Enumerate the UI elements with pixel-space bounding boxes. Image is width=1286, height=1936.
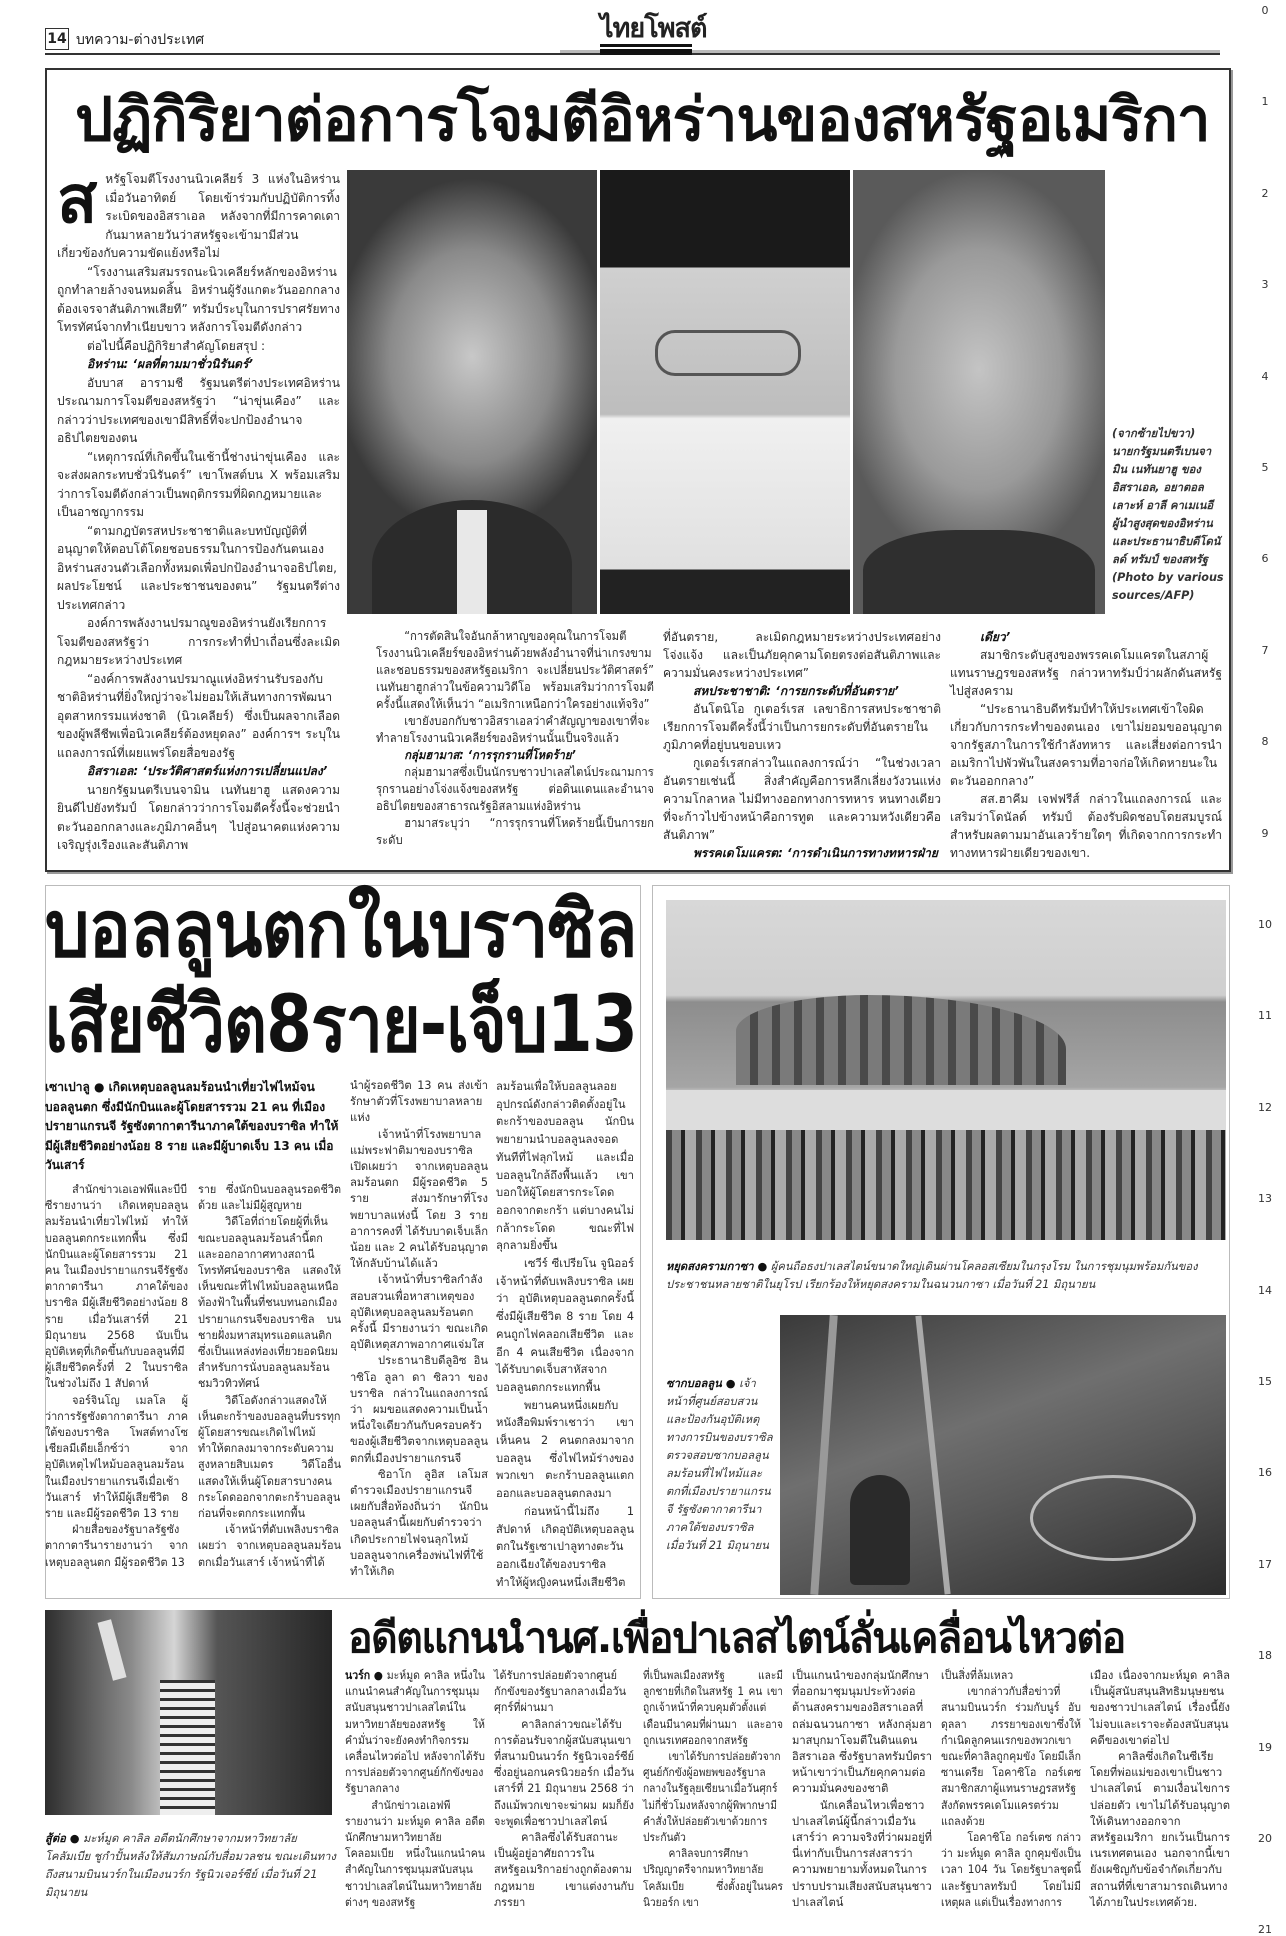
photo-trump [853, 170, 1105, 614]
subheading: อิหร่าน: ‘ผลที่ตามมาชั่วนิรันดร์’ [87, 357, 253, 371]
ruler-mark: 6 [1261, 552, 1269, 566]
subheading: พรรคเดโมแครต: ‘การดำเนินการทางทหารฝ่าย [693, 846, 938, 860]
article-iran-headline: ปฏิกิริยาต่อการโจมตีอิหร่านของสหรัฐอเมริกา [75, 85, 1210, 155]
paragraph: มะห์มูด คาลิล หนึ่งในแกนนำคนสำคัญในการชุมนุมสนับสนุนชาวปาเลสไตน์ในมหาวิทยาลัยของสหรัฐ ให้คำมั่นว่าจะยังคงทำกิจกรรมเคลื่อนไหวต่อไป หลังจากได้รับการปล่อยตัวจากศูนย์กักขังของรัฐบาลกลาง [345, 1669, 485, 1796]
paragraph: ก่อนหน้านี้ไม่ถึง 1 สัปดาห์ เกิดอุบัติเหตุบอลลูนตกในรัฐเซาเปาลูทางตะวันออกเฉียงใต้ของบราซิล ทำให้ผู้หญิงคนหนึ่งเสียชีวิต [496, 1504, 634, 1589]
paragraph: “โรงงานเสริมสมรรถนะนิวเคลียร์หลักของอิหร่านถูกทำลายล้างจนหมดสิ้น อิหร่านผู้รังแกตะวันออกกลาง ต้องเจรจาสันติภาพเสียที” ทรัมป์ระบุในการปราศรัยทางโทรทัศน์จากทำเนียบขาว หลังการโจมตีดังกล่าว [57, 264, 340, 334]
subheading: เดียว’ [980, 630, 1011, 644]
paragraph: ได้รับการปล่อยตัวจากศูนย์กักขังของรัฐบาลกลางเมื่อวันศุกร์ที่ผ่านมา [494, 1669, 627, 1715]
logo-text: ไทยโพสต์ [600, 14, 692, 47]
ruler-mark: 13 [1258, 1192, 1272, 1206]
paragraph: วิดีโอที่ถ่ายโดยผู้ที่เห็นขณะบอลลูนลมร้อนลำนี้ตก และออกอากาศทางสถานีโทรทัศน์ของบราซิล แสดงให้เห็นขณะที่ไฟไหม้บอลลูนเหนือท้องฟ้าในพื้นที่ชนบทนอกเมืองปรายาแกรนจีของบราซิล บนชายฝั่งมหาสมุทรแอตแลนติก ซึ่งเป็นแหล่งท่องเที่ยวยอดนิยมสำหรับการนั่งบอลลูนลมร้อนชมวิวทิวทัศน์ [198, 1215, 341, 1391]
caption-title: สู้ต่อ ● [45, 1832, 80, 1845]
ruler-mark: 19 [1258, 1740, 1272, 1754]
photo-khamenei [600, 170, 850, 614]
photo-balloon-wreckage [780, 1315, 1226, 1595]
article-khalil-col3 [643, 1668, 783, 1911]
ruler-mark: 20 [1258, 1832, 1272, 1845]
paragraph: ต่อไปนี้คือปฏิกิริยาสำคัญโดยสรุป : [87, 338, 266, 353]
article-balloon-col4 [496, 1078, 634, 1591]
page-number: 14 [45, 28, 69, 50]
article-khalil-col6 [1090, 1668, 1230, 1911]
ruler-mark: 15 [1258, 1375, 1272, 1388]
paragraph: “องค์การพลังงานปรมาณูแห่งอิหร่านรับรองกับชาติอิหร่านที่ยิ่งใหญ่ว่าจะไม่ยอมให้เส้นทางการพัฒนาอุตสาหกรรมแห่งชาติ (นิวเคลียร์) ซึ่งเป็นผลจากเลือดของผู้พลีชีพเพื่อนิวเคลียร์ต้องหยุดลง” องค์การฯ ระบุในแถลงการณ์ที่เผยแพร่โดยสื่อของรัฐ [57, 671, 340, 760]
subheading: สหประชาชาติ: ‘การยกระดับที่อันตราย’ [693, 684, 899, 698]
ruler-mark: 9 [1261, 826, 1269, 840]
paragraph: เขายังบอกกับชาวอิสราเอลว่าคำสัญญาของเขาที่จะทำลายโรงงานนิวเคลียร์ของอิหร่านนั้นเป็นจริงแล้ว [376, 714, 650, 745]
photo-colosseum-gaza-march [666, 900, 1226, 1240]
photo-caption-khalil [45, 1830, 340, 1902]
caption-text: ผู้คนถือธงปาเลสไตน์ขนาดใหญ่เดินผ่านโคลอสเซียมในกรุงโรม ในการชุมนุมพร้อมกันของประชาชนหลายชาติในยุโรป เรียกร้องให้หยุดสงครามในฉนวนกาซา เมื่อวันที่ 21 มิถุนายน [666, 1260, 1198, 1291]
photo-khalil [45, 1610, 332, 1815]
article-iran-col4 [950, 628, 1222, 862]
newspaper-logo [600, 13, 707, 54]
paragraph: พยานคนหนึ่งเผยกับหนังสือพิมพ์ราเชาว่า เขาเห็นคน 2 คนตกลงมาจากบอลลูน ซึ่งไฟไหม้ร่างของพวกเขา ตะกร้าบอลลูนแตกออกและบอลลูนตกลงมา [496, 1398, 634, 1501]
article-iran-col3 [663, 628, 941, 862]
paragraph: สำนักข่าวเอเอฟพีและบีบีซีรายงานว่า เกิดเหตุบอลลูนลมร้อนนำเที่ยวไฟไหม้ ทำให้บอลลูนตกกระแทกพื้น ซึ่งมีนักบินและผู้โดยสารรวม 21 คน ในเมืองปรายาแกรนจีรัฐซังตากาตารีนา ภาคใต้ของบราซิล มีผู้เสียชีวิตอย่างน้อย 8 ราย เมื่อวันเสาร์ที่ 21 มิถุนายน 2568 นับเป็นอุบัติเหตุที่เกิดขึ้นกับบอลลูนที่มีผู้เสียชีวิตครั้งที่ 2 ในบราซิล ในช่วงไม่ถึง 1 สัปดาห์ [45, 1183, 188, 1391]
paragraph: เจ้าหน้าที่ดับเพลิงบราซิลเผยว่า จากเหตุบอลลูนลมร้อนตกเมื่อวันเสาร์ เจ้าหน้าที่ได้ [198, 1523, 341, 1569]
paragraph: ฮามาสระบุว่า “การรุกรานที่โหดร้ายนี้เป็นการยกระดับ [376, 816, 654, 847]
dateline: นวร์ก ● [345, 1669, 383, 1682]
paragraph: อันโตนิโอ กูเตอร์เรส เลขาธิการสหประชาชาติ เรียกการโจมตีครั้งนี้ว่าเป็นการยกระดับที่อันตรายในภูมิภาคที่อยู่บนขอบเหว [663, 702, 941, 752]
ruler-mark: 12 [1258, 1100, 1272, 1114]
article-balloon-lead [45, 1078, 343, 1176]
ruler-mark: 4 [1261, 369, 1269, 383]
dropcap: ส [57, 161, 98, 238]
paragraph: คาลิลซึ่งเกิดในซีเรียโดยที่พ่อแม่ของเขาเป็นชาวปาเลสไตน์ ตามเงื่อนไขการปล่อยตัว เขาไม่ได้รับอนุญาตให้เดินทางออกจากสหรัฐอเมริกา ยกเว้นเป็นการเนรเทศตนเอง นอกจากนี้เขายังเผชิญกับข้อจำกัดเกี่ยวกับสถานที่ที่เขาสามารถเดินทางได้ภายในประเทศด้วย. [1090, 1750, 1230, 1909]
paragraph: ลมร้อนเพื่อให้บอลลูนลอย อุปกรณ์ดังกล่าวติดตั้งอยู่ในตะกร้าของบอลลูน นักบินพยายามนำบอลลูนลงจอดทันทีที่ไฟลุกไหม้ และเมื่อบอลลูนใกล้ถึงพื้นแล้ว เขาบอกให้ผู้โดยสารกระโดดออกจากตะกร้า แต่บางคนไม่กล้ากระโดด ขณะที่ไฟลุกลามยิ่งขึ้น [496, 1080, 634, 1253]
article-khalil-headline: อดีตแกนนำนศ.เพื่อปาเลสไตน์ลั่นเคลื่อนไหวต่อ [348, 1614, 1125, 1662]
paragraph: นำผู้รอดชีวิต 13 คน ส่งเข้ารักษาตัวที่โรงพยาบาลหลายแห่ง [350, 1079, 488, 1125]
ruler-mark: 2 [1261, 186, 1269, 200]
article-khalil-col2 [494, 1668, 634, 1911]
paragraph: เจ้าหน้าที่บราซิลกำลังสอบสวนเพื่อหาสาเหตุของอุบัติเหตุบอลลูนลมร้อนตกครั้งนี้ มีรายงานว่า ขณะเกิดอุบัติเหตุสภาพอากาศแจ่มใส [350, 1273, 488, 1352]
paragraph: นักเคลื่อนไหวเพื่อชาวปาเลสไตน์ผู้นี้กล่าวเมื่อวันเสาร์ว่า ความจริงที่ว่าผมอยู่ที่นี่เท่ากับเป็นการส่งสารว่าความพยายามทั้งหมดในการปราบปรามเสียงสนับสนุนชาวปาเลสไตน์ [792, 1798, 932, 1909]
photo-caption-gaza [666, 1258, 1226, 1294]
paragraph: “เหตุการณ์ที่เกิดขึ้นในเช้านี้ช่างน่าขุ่นเคือง และจะส่งผลกระทบชั่วนิรันดร์” เขาโพสต์บน X พร้อมเสริมว่าการโจมตีดังกล่าวเป็นพฤติกรรมที่ผิดกฎหมายและเป็นอาชญากรรม [57, 449, 340, 519]
article-balloon-headline-line2: เสียชีวิต8ราย-เจ็บ13 [45, 980, 638, 1070]
paragraph: เขาได้รับการปล่อยตัวจากศูนย์กักขังผู้อพยพของรัฐบาลกลางในรัฐลุยเซียนาเมื่อวันศุกร์ ไม่กี่ชั่วโมงหลังจากผู้พิพากษามีคำสั่งให้ปล่อยตัวเขาด้วยการประกันตัว [643, 1750, 781, 1845]
section-title: บทความ-ต่างประเทศ [76, 32, 205, 48]
ruler-mark: 3 [1261, 278, 1269, 292]
paragraph: “ตามกฎบัตรสหประชาชาติและบทบัญญัติที่อนุญาตให้ตอบโต้โดยชอบธรรมในการป้องกันตนเอง อิหร่านสงวนตัวเลือกทั้งหมดเพื่อปกป้องอำนาจอธิปไตย, ผลประโยชน์ และประชาชนของตน” รัฐมนตรีต่างประเทศกล่าว [57, 523, 340, 612]
photo-caption-balloon [666, 1375, 774, 1555]
paragraph: เมือง เนื่องจากมะห์มูด คาลิล เป็นผู้สนับสนุนสิทธิมนุษยชนของชาวปาเลสไตน์ เรื่องนี้ยังไม่จบและเราจะต้องสนับสนุนคดีของเขาต่อไป [1090, 1669, 1230, 1747]
paragraph: อับบาส อารามชี รัฐมนตรีต่างประเทศอิหร่านประณามการโจมตีของสหรัฐว่า “น่าขุ่นเคือง” และกล่าวว่าประเทศของเขามีสิทธิ์ที่จะปกป้องอำนาจอธิปไตยของตน [57, 375, 340, 445]
ruler-mark: 7 [1261, 643, 1269, 657]
photo-caption-leaders: (จากซ้ายไปขวา) นายกรัฐมนตรีเบนจามิน เนทันยาฮู ของอิสราเอล, อยาตอลเลาะห์ อาลี คาเมเนอี ผู้นำสูงสุดของอิหร่าน และประธานาธิบดีโดนัลด์ ทรัมป์ ของสหรัฐ (Photo by various sources/AFP) [1112, 427, 1224, 602]
caption-text: เจ้าหน้าที่ศูนย์สอบสวนและป้องกันอุบัติเหตุทางการบินของบราซิล ตรวจสอบซากบอลลูนลมร้อนที่ไฟไหม้และตกที่เมืองปรายาแกรนจี รัฐซังตากาตารีนาภาคใต้ของบราซิล เมื่อวันที่ 21 มิถุนายน [666, 1377, 773, 1552]
paragraph: เขากล่าวกับสื่อข่าวที่สนามบินนวร์ก ร่วมกับนูร์ อับดุลลา ภรรยาของเขาซึ่งให้กำเนิดลูกคนแรกของพวกเขาขณะที่คาลิลถูกคุมขัง โดยมีเล็กซานเดรีย โอคาซิโอ กอร์เตซ สมาชิกสภาผู้แทนราษฎรสหรัฐสังกัดพรรคเดโมแครตร่วมแถลงด้วย [941, 1685, 1081, 1828]
article-iran-col2 [376, 628, 654, 849]
article-khalil-col1 [345, 1668, 485, 1911]
paragraph: เจ้าหน้าที่โรงพยาบาลแม่พระฟาติมาของบราซิล เปิดเผยว่า จากเหตุบอลลูนลมร้อนตก มีผู้รอดชีวิต 5 ราย ส่งมารักษาที่โรงพยาบาลแห่งนี้ โดย 3 รายอาการคงที่ ได้รับบาดเจ็บเล็กน้อย และ 2 คนได้รับอนุญาตให้กลับบ้านได้แล้ว [350, 1127, 488, 1271]
logo-tagline-bar [600, 49, 692, 55]
ruler-mark: 0 [1261, 4, 1269, 17]
paragraph: เซวีร์ ซีเปรียโน จูนิออร์ เจ้าหน้าที่ดับเพลิงบราซิล เผยว่า อุบัติเหตุบอลลูนตกครั้งนี้ ซึ่งมีผู้เสียชีวิต 8 ราย โดย 4 คนถูกไฟคลอกเสียชีวิต และอีก 4 คนเสียชีวิต เนื่องจากได้รับบาดเจ็บสาหัสจากบอลลูนตกกระแทกพื้น [496, 1257, 634, 1394]
subheading: กลุ่มฮามาส: ‘การรุกรานที่โหดร้าย’ [404, 748, 576, 762]
paragraph: ซิอาโก ลูอิส เลโมส ตำรวจเมืองปรายาแกรนจี เผยกับสื่อท้องถิ่นว่า นักบินบอลลูนลำนี้เผยกับตำรวจว่า เกิดประกายไฟจนลุกไหม้บอลลูนจากเครื่องพ่นไฟที่ใช้ทำให้เกิด [350, 1467, 488, 1579]
paragraph: สำนักข่าวเอเอฟพีรายงานว่า มะห์มูด คาลิล อดีตนักศึกษามหาวิทยาลัยโคลอมเบีย หนึ่งในแกนนำคนสำคัญในการชุมนุมสนับสนุนชาวปาเลสไตน์ในมหาวิทยาลัยต่างๆ ของสหรัฐ [345, 1798, 485, 1909]
paragraph: ที่อันตราย, ละเมิดกฎหมายระหว่างประเทศอย่างโจ่งแจ้ง และเป็นภัยคุกคามโดยตรงต่อสันติภาพและความมั่นคงระหว่างประเทศ” [663, 630, 941, 680]
paragraph: สมาชิกระดับสูงของพรรคเดโมแครตในสภาผู้แทนราษฎรของสหรัฐ กล่าวหาทรัมป์ว่าผลักดันสหรัฐไปสู่สงคราม [950, 648, 1222, 698]
paragraph: คาลิลจบการศึกษาปริญญาตรีจากมหาวิทยาลัยโคลัมเบีย ซึ่งตั้งอยู่ในนครนิวยอร์ก เขา [643, 1847, 783, 1909]
paragraph: จอร์จินโญ เมลโล ผู้ว่าการรัฐซังตากาตารีนา ภาคใต้ของบราซิล โพสต์ทางโซเชียลมีเดียเอ็กซ์ว่า จากอุบัติเหตุไฟไหม้บอลลูนลมร้อนในเมืองปรายาแกรนจีเมื่อเช้าวันเสาร์ ทำให้มีผู้เสียชีวิต 8 ราย และมีผู้รอดชีวิต 13 ราย [45, 1393, 188, 1521]
ruler-mark: 16 [1258, 1466, 1272, 1480]
ruler-mark: 10 [1258, 918, 1272, 931]
paragraph: กูเตอร์เรสกล่าวในแถลงการณ์ว่า “ในช่วงเวลาอันตรายเช่นนี้ สิ่งสำคัญคือการหลีกเลี่ยงวังวนแห่งความโกลาหล ไม่มีทางออกทางการทหาร หนทางเดียวที่จะก้าวไปข้างหน้าคือการทูต และความหวังเดียวคือสันติภาพ” [663, 756, 941, 842]
ruler-mark: 14 [1258, 1283, 1272, 1297]
paragraph: ราย ซึ่งนักบินบอลลูนรอดชีวิตด้วย และไม่มีผู้สูญหาย [198, 1183, 341, 1213]
paragraph: “ประธานาธิบดีทรัมป์ทำให้ประเทศเข้าใจผิดเกี่ยวกับการกระทำของตนเอง เขาไม่ยอมขออนุญาตจากรัฐสภาในการใช้กำลังทหาร และเสี่ยงต่อการนำอเมริกาไปพัวพันในสงครามที่อาจก่อให้เกิดหายนะในตะวันออกกลาง” [950, 702, 1222, 788]
ruler-mark: 8 [1261, 735, 1269, 749]
paragraph: เป็นสิ่งที่ล้มเหลว [941, 1669, 1014, 1682]
paragraph: นายกรัฐมนตรีเบนจามิน เนทันยาฮู แสดงความยินดีไปยังทรัมป์ โดยกล่าวว่าการโจมตีครั้งนี้จะช่วยนำตะวันออกกลางและภูมิภาคอื่นๆ ไปสู่อนาคตแห่งความเจริญรุ่งเรืองและสันติภาพ [57, 782, 340, 852]
paragraph: “การตัดสินใจอันกล้าหาญของคุณในการโจมตีโรงงานนิวเคลียร์ของอิหร่านด้วยพลังอำนาจที่น่าเกรงขามและชอบธรรมของสหรัฐอเมริกา จะเปลี่ยนประวัติศาสตร์” เนทันยาฮูกล่าวในข้อความวิดีโอ พร้อมเสริมว่าการโจมตีครั้งนี้แสดงให้เห็นว่า “อเมริกาเหนือกว่าใครอย่างแท้จริง” [376, 629, 654, 711]
article-iran-col1 [57, 161, 340, 855]
caption-text: มะห์มูด คาลิล อดีตนักศึกษาจากมหาวิทยาลัยโคลัมเบีย ชูกำปั้นหลังให้สัมภาษณ์กับสื่อมวลชน ขณะเดินทางถึงสนามบินนวร์กในเมืองนวร์ก รัฐนิวเจอร์ซีย์ เมื่อวันที่ 21 มิถุนายน [45, 1832, 336, 1899]
paragraph: กลุ่มฮามาสซึ่งเป็นนักรบชาวปาเลสไตน์ประณามการรุกรานอย่างโจ่งแจ้งของสหรัฐ ต่อดินแดนและอำนาจอธิปไตยของสาธารณรัฐอิสลามแห่งอิหร่าน [376, 765, 654, 813]
photo-netanyahu [347, 170, 597, 614]
ruler-mark: 11 [1258, 1009, 1272, 1023]
ruler-mark: 17 [1258, 1557, 1272, 1571]
paragraph: เป็นแกนนำของกลุ่มนักศึกษาที่ออกมาชุมนุมประท้วงต่อต้านสงครามของอิสราเอลที่ถล่มฉนวนกาซา หลังกลุ่มฮามาสบุกมาโจมตีในดินแดนอิสราเอล ซึ่งรัฐบาลทรัมป์ตราหน้าเขาว่าเป็นภัยคุกคามต่อความมั่นคงของชาติ [792, 1669, 932, 1796]
article-khalil-col5 [941, 1668, 1081, 1911]
article-khalil-col4 [792, 1668, 932, 1911]
ruler-mark: 1 [1261, 95, 1269, 109]
subheading: อิสราเอล: ‘ประวัติศาสตร์แห่งการเปลี่ยนแปลง’ [87, 764, 328, 778]
page-ruler [1250, 0, 1286, 1936]
article-balloon-col1 [45, 1182, 188, 1571]
lead-text: เกิดเหตุบอลลูนลมร้อนนำเที่ยวไฟไหม้จนบอลลูนตก ซึ่งมีนักบินและผู้โดยสารรวม 21 คน ที่เมืองปรายาแกรนจี รัฐซังตากาตารีนาภาคใต้ของบราซิล ทำให้มีผู้เสียชีวิตอย่างน้อย 8 ราย และมีผู้บาดเจ็บ 13 คน เมื่อวันเสาร์ [45, 1080, 339, 1172]
caption-title: หยุดสงครามกาซา ● [666, 1260, 768, 1273]
paragraph: สส.ฮาคีม เจฟฟรีส์ กล่าวในแถลงการณ์ และเสริมว่าโดนัลด์ ทรัมป์ ต้องรับผิดชอบโดยสมบูรณ์สำหรับผลตามมาอันเลวร้ายใดๆ ที่เกิดจากการกระทำทางทหารฝ่ายเดียวของเขา. [950, 792, 1222, 860]
paragraph: ที่เป็นพลเมืองสหรัฐ และมีลูกชายที่เกิดในสหรัฐ 1 คน เขาถูกเจ้าหน้าที่ควบคุมตัวตั้งแต่เดือนมีนาคมที่ผ่านมา และอาจถูกเนรเทศออกจากสหรัฐ [643, 1669, 783, 1747]
ruler-mark: 18 [1258, 1649, 1272, 1663]
dateline: เซาเปาลู ● [45, 1080, 105, 1094]
article-balloon-col2 [198, 1182, 341, 1571]
ruler-mark: 5 [1261, 461, 1269, 474]
ruler-mark: 21 [1258, 1923, 1272, 1936]
paragraph: คาลิลซึ่งได้รับสถานะเป็นผู้อยู่อาศัยถาวรในสหรัฐอเมริกาอย่างถูกต้องตามกฎหมาย เขาแต่งงานกับภรรยา [494, 1831, 634, 1909]
paragraph: วิดีโอดังกล่าวแสดงให้เห็นตะกร้าของบอลลูนที่บรรทุกผู้โดยสารขณะเกิดไฟไหม้ ทำให้ตกลงมาจากระดับความสูงหลายสิบเมตร วิดีโออื่นแสดงให้เห็นผู้โดยสารบางคนกระโดดออกจากตะกร้าบอลลูนก่อนที่จะตกกระแทกพื้น [198, 1393, 341, 1521]
paragraph: องค์การพลังงานปรมาณูของอิหร่านยังเรียกการโจมตีของสหรัฐว่า การกระทำที่ป่าเถื่อนซึ่งละเมิดกฎหมายระหว่างประเทศ [57, 616, 340, 667]
paragraph: หรัฐโจมตีโรงงานนิวเคลียร์ 3 แห่งในอิหร่านเมื่อวันอาทิตย์ โดยเข้าร่วมกับปฏิบัติการทิ้งระเบิดของอิสราเอล หลังจากที่มีการคาดเดากันมาหลายวันว่าสหรัฐจะเข้ามามีส่วนเกี่ยวข้องกับความขัดแย้งหรือไม่ [57, 172, 340, 260]
article-balloon-col3 [350, 1078, 488, 1580]
paragraph: ประธานาธิบดีลูอิซ อินาซิโอ ลูลา ดา ซิลวา ของบราซิล กล่าวในแถลงการณ์ว่า ผมขอแสดงความเป็นน้ำหนึ่งใจเดียวกันกับครอบครัวของผู้เสียชีวิตจากเหตุบอลลูนตกที่เมืองปรายาแกรนจี [350, 1354, 488, 1465]
caption-title: ซากบอลลูน ● [666, 1377, 736, 1390]
paragraph: คาลิลกล่าวขณะได้รับการต้อนรับจากผู้สนับสนุนเขาที่สนามบินนวร์ก รัฐนิวเจอร์ซีย์ ซึ่งอยู่นอกนครนิวยอร์ก เมื่อวันเสาร์ที่ 21 มิถุนายน 2568 ว่า ถึงแม้พวกเขาจะฆ่าผม ผมก็ยังจะพูดเพื่อชาวปาเลสไตน์ [494, 1717, 634, 1828]
paragraph: ฝ่ายสื่อของรัฐบาลรัฐซังตากาตารีนารายงานว่า จากเหตุบอลลูนตก มีผู้รอดชีวิต 13 [45, 1523, 188, 1569]
article-balloon-headline-line1: บอลลูนตกในบราซิล [45, 885, 637, 975]
paragraph: โอคาซิโอ กอร์เตซ กล่าวว่า มะห์มูด คาลิล ถูกคุมขังเป็นเวลา 104 วัน โดยรัฐบาลชุดนี้ และรัฐบาลทรัมป์ โดยไม่มีเหตุผล แต่เป็นเรื่องทางการ [941, 1831, 1081, 1909]
